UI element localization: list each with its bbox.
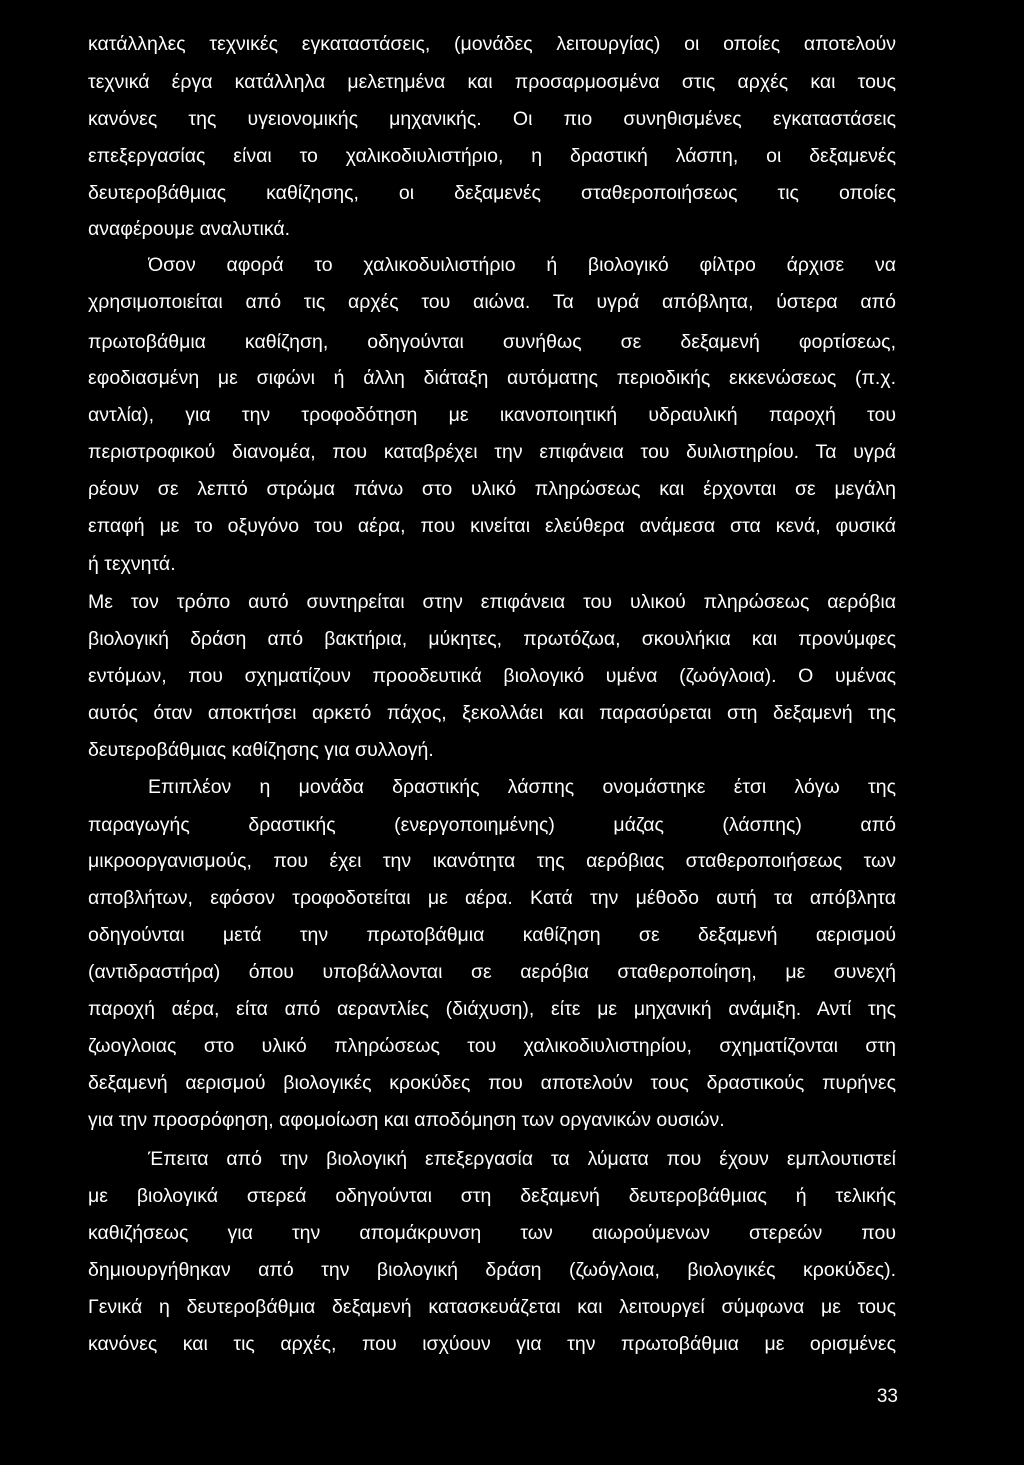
- text-line: πρωτοβάθμια καθίζηση, οδηγούνται συνήθως σε δεξαμενή φορτίσεως,: [88, 331, 896, 353]
- text-line: δεξαμενή αερισμού βιολογικές κροκύδες που αποτελούν τους δραστικούς πυρήνες: [88, 1072, 896, 1094]
- text-line: για την προσρόφηση, αφομοίωση και αποδόμηση των οργανικών ουσιών.: [88, 1109, 725, 1131]
- text-line: δευτεροβάθμιας καθίζησης για συλλογή.: [88, 739, 434, 761]
- paragraph-first-line: Με τον τρόπο αυτό συντηρείται στην επιφάνεια του υλικού πληρώσεως αερόβια: [88, 591, 896, 613]
- text-line: ή τεχνητά.: [88, 553, 176, 575]
- text-line: (αντιδραστήρα) όπου υποβάλλονται σε αερόβια σταθεροποίηση, με συνεχή: [88, 961, 896, 983]
- text-line: παραγωγής δραστικής (ενεργοποιημένης) μάζας (λάσπης) από: [88, 814, 896, 836]
- text-line: κατάλληλες τεχνικές εγκαταστάσεις, (μονάδες λειτουργίας) οι οποίες αποτελούν: [88, 33, 896, 55]
- text-line: περιστροφικού διανομέα, που καταβρέχει την επιφάνεια του δυιλιστηρίου. Τα υγρά: [88, 441, 896, 463]
- text-line: επαφή με το οξυγόνο του αέρα, που κινείται ελεύθερα ανάμεσα στα κενά, φυσικά: [88, 515, 896, 537]
- text-line: δευτεροβάθμιας καθίζησης, οι δεξαμενές σταθεροποιήσεως τις οποίες: [88, 182, 896, 204]
- text-line: ζωογλοιας στο υλικό πληρώσεως του χαλικοδιυλιστηρίου, σχηματίζονται στη: [88, 1035, 896, 1057]
- text-line: Γενικά η δευτεροβάθμια δεξαμενή κατασκευάζεται και λειτουργεί σύμφωνα με τους: [88, 1296, 896, 1318]
- text-line: οδηγούνται μετά την πρωτοβάθμια καθίζηση σε δεξαμενή αερισμού: [88, 924, 896, 946]
- text-line: με βιολογικά στερεά οδηγούνται στη δεξαμενή δευτεροβάθμιας ή τελικής: [88, 1185, 896, 1207]
- paragraph-first-line: Έπειτα από την βιολογική επεξεργασία τα λύματα που έχουν εμπλουτιστεί: [148, 1148, 896, 1170]
- text-line: βιολογική δράση από βακτήρια, μύκητες, πρωτόζωα, σκουλήκια και προνύμφες: [88, 628, 896, 650]
- text-line: κανόνες και τις αρχές, που ισχύουν για την πρωτοβάθμια με ορισμένες: [88, 1333, 896, 1355]
- text-line: χρησιμοποιείται από τις αρχές του αιώνα. Τα υγρά απόβλητα, ύστερα από: [88, 291, 896, 313]
- text-line: αποβλήτων, εφόσον τροφοδοτείται με αέρα. Κατά την μέθοδο αυτή τα απόβλητα: [88, 887, 896, 909]
- text-line: εντόμων, που σχηματίζουν προοδευτικά βιολογικό υμένα (ζωόγλοια). Ο υμένας: [88, 665, 896, 687]
- text-line: καθιζήσεως για την απομάκρυνση των αιωρούμενων στερεών που: [88, 1222, 896, 1244]
- text-line: αυτός όταν αποκτήσει αρκετό πάχος, ξεκολλάει και παρασύρεται στη δεξαμενή της: [88, 702, 896, 724]
- text-line: επεξεργασίας είναι το χαλικοδιυλιστήριο, η δραστική λάσπη, οι δεξαμενές: [88, 145, 896, 167]
- text-line: παροχή αέρα, είτα από αεραντλίες (διάχυση), είτε με μηχανική ανάμιξη. Αντί της: [88, 998, 896, 1020]
- text-line: δημιουργήθηκαν από την βιολογική δράση (ζωόγλοια, βιολογικές κροκύδες).: [88, 1259, 896, 1281]
- text-line: αναφέρουμε αναλυτικά.: [88, 218, 291, 240]
- paragraph-first-line: Όσον αφορά το χαλικοδυιλιστήριο ή βιολογικό φίλτρο άρχισε να: [148, 254, 896, 276]
- page-number: 33: [876, 1386, 898, 1407]
- text-line: αντλία), για την τροφοδότηση με ικανοποιητική υδραυλική παροχή του: [88, 404, 896, 426]
- text-line: κανόνες της υγειονομικής μηχανικής. Οι πιο συνηθισμένες εγκαταστάσεις: [88, 108, 896, 130]
- text-line: εφοδιασμένη με σιφώνι ή άλλη διάταξη αυτόματης περιοδικής εκκενώσεως (π.χ.: [88, 367, 896, 389]
- text-line: ρέουν σε λεπτό στρώμα πάνω στο υλικό πληρώσεως και έρχονται σε μεγάλη: [88, 478, 896, 500]
- paragraph-first-line: Επιπλέον η μονάδα δραστικής λάσπης ονομάστηκε έτσι λόγω της: [148, 776, 896, 798]
- text-line: τεχνικά έργα κατάλληλα μελετημένα και προσαρμοσμένα στις αρχές και τους: [88, 71, 896, 93]
- text-line: μικροοργανισμούς, που έχει την ικανότητα της αερόβιας σταθεροποιήσεως των: [88, 850, 896, 872]
